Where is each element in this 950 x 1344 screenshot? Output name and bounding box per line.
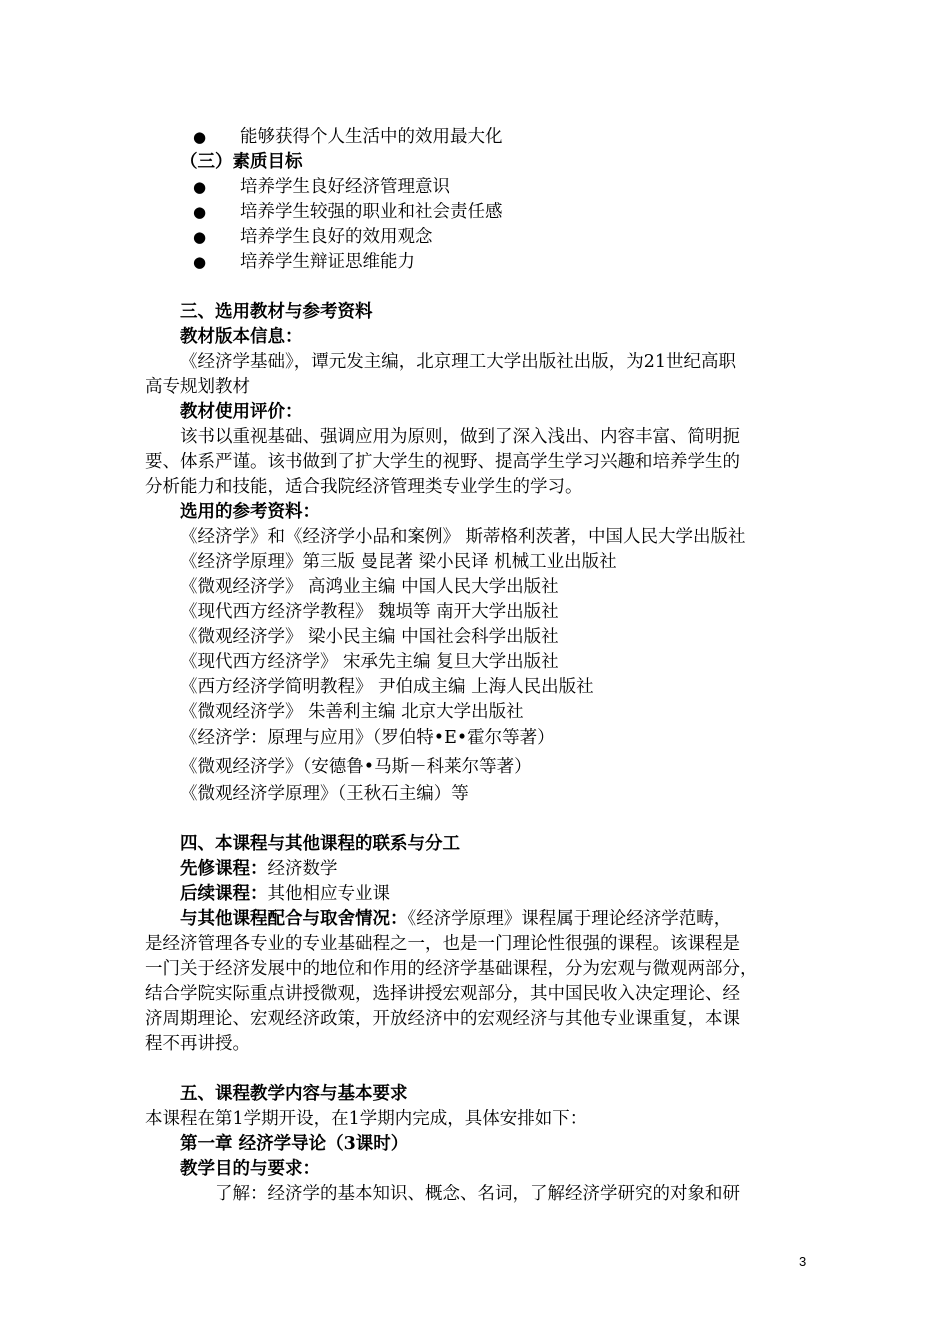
chapter-title: 第一章 经济学导论（3课时） <box>180 1134 409 1154</box>
prereq-line <box>180 857 338 881</box>
coord-text: 结合学院实际重点讲授微观，选择讲授宏观部分，其中国民收入决定理论、经 <box>145 984 740 1004</box>
reference-item: 《微观经济学》（安德鲁•马斯－科莱尔等著） <box>180 757 532 777</box>
evaluation-text: 要、体系严谨。该书做到了扩大学生的视野、提高学生学习兴趣和培养学生的 <box>145 452 740 472</box>
reference-item: 《经济学》和《经济学小品和案例》 斯蒂格利茨著，中国人民大学出版社 <box>180 527 746 547</box>
quality-item: 培养学生辩证思维能力 <box>240 252 415 272</box>
coord-text: 《经济学原理》课程属于理论经济学范畴， <box>407 909 732 929</box>
coord-label: 与其他课程配合与取舍情况： <box>180 909 408 929</box>
bullet-icon: ● <box>193 253 207 271</box>
references-label: 选用的参考资料： <box>180 502 320 522</box>
reference-item: 《经济学原理》第三版 曼昆著 梁小民译 机械工业出版社 <box>180 552 617 572</box>
edition-text: 《经济学基础》，谭元发主编，北京理工大学出版社出版，为21世纪高职 <box>180 352 737 372</box>
section-heading: 五、课程教学内容与基本要求 <box>180 1084 408 1104</box>
coord-line <box>180 907 731 931</box>
reference-item: 《微观经济学》 高鸿业主编 中国人民大学出版社 <box>180 577 559 597</box>
evaluation-text: 该书以重视基础、强调应用为原则，做到了深入浅出、内容丰富、简明扼 <box>180 427 740 447</box>
reference-item: 《现代西方经济学教程》 魏埙等 南开大学出版社 <box>180 602 559 622</box>
quality-item: 培养学生良好经济管理意识 <box>240 177 450 197</box>
bullet-icon: ● <box>193 128 207 146</box>
followup-line <box>180 882 390 906</box>
reference-item: 《西方经济学简明教程》 尹伯成主编 上海人民出版社 <box>180 677 594 697</box>
bullet-icon: ● <box>193 228 207 246</box>
evaluation-label: 教材使用评价： <box>180 402 303 422</box>
reference-item: 《经济学：原理与应用》（罗伯特•E•霍尔等著） <box>180 728 555 748</box>
quality-item: 培养学生良好的效用观念 <box>240 227 433 247</box>
reference-item: 《现代西方经济学》 宋承先主编 复旦大学出版社 <box>180 652 559 672</box>
goal-label: 教学目的与要求： <box>180 1159 320 1179</box>
followup-value: 其他相应专业课 <box>267 884 390 904</box>
bullet-icon: ● <box>193 178 207 196</box>
section-intro: 本课程在第1学期开设，在1学期内完成，具体安排如下： <box>145 1109 588 1129</box>
reference-item: 《微观经济学》 梁小民主编 中国社会科学出版社 <box>180 627 559 647</box>
section-heading: 四、本课程与其他课程的联系与分工 <box>180 834 460 854</box>
goal-text: 了解：经济学的基本知识、概念、名词，了解经济学研究的对象和研 <box>215 1184 740 1204</box>
followup-label: 后续课程： <box>180 884 268 904</box>
objective-item: 能够获得个人生活中的效用最大化 <box>240 127 503 147</box>
prereq-label: 先修课程： <box>180 859 268 879</box>
coord-text: 程不再讲授。 <box>145 1034 250 1054</box>
quality-heading: （三）素质目标 <box>180 152 303 172</box>
evaluation-text: 分析能力和技能，适合我院经济管理类专业学生的学习。 <box>145 477 583 497</box>
edition-label: 教材版本信息： <box>180 327 303 347</box>
prereq-value: 经济数学 <box>267 859 338 879</box>
quality-item: 培养学生较强的职业和社会责任感 <box>240 202 503 222</box>
coord-text: 一门关于经济发展中的地位和作用的经济学基础课程，分为宏观与微观两部分， <box>145 959 758 979</box>
edition-text: 高专规划教材 <box>145 377 250 397</box>
page-number: 3 <box>799 1254 807 1269</box>
coord-text: 是经济管理各专业的专业基础程之一，也是一门理论性很强的课程。该课程是 <box>145 934 740 954</box>
bullet-icon: ● <box>193 203 207 221</box>
reference-item: 《微观经济学》 朱善利主编 北京大学出版社 <box>180 702 524 722</box>
coord-text: 济周期理论、宏观经济政策，开放经济中的宏观经济与其他专业课重复，本课 <box>145 1009 740 1029</box>
reference-item: 《微观经济学原理》（王秋石主编）等 <box>180 784 469 804</box>
section-heading: 三、选用教材与参考资料 <box>180 302 373 322</box>
